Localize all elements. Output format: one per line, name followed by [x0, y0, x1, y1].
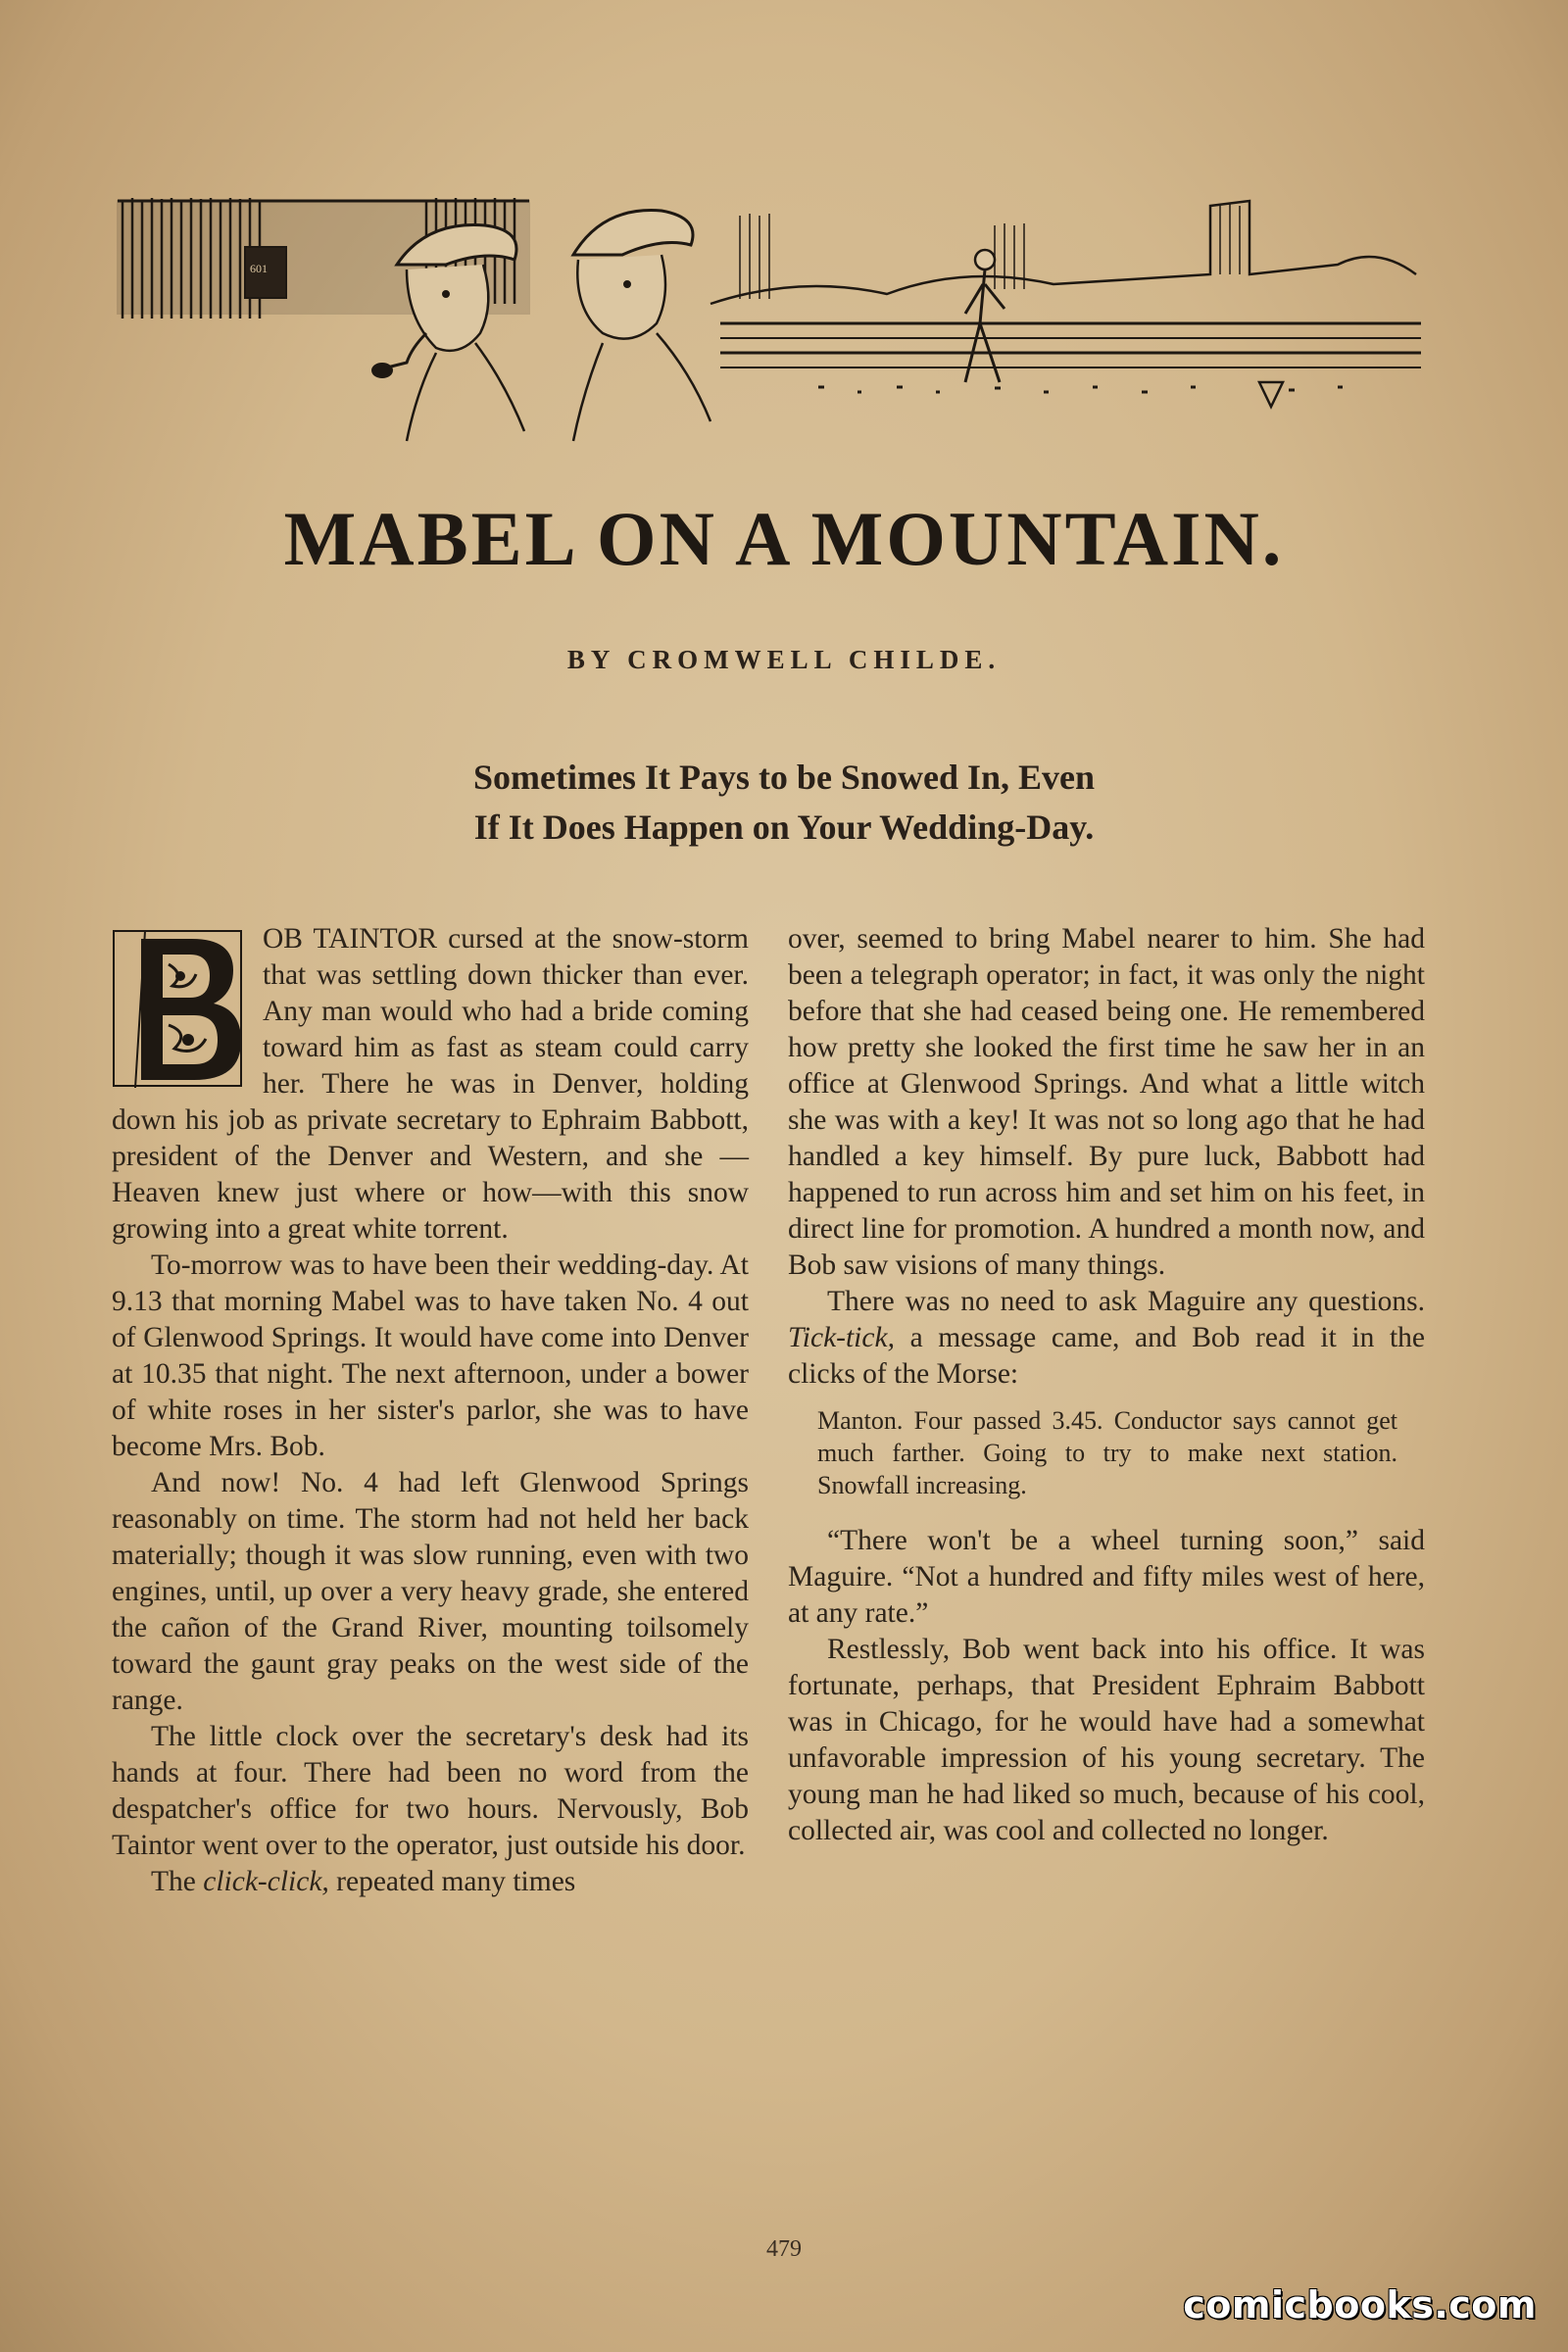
subtitle-line-2: If It Does Happen on Your Wedding-Day.	[473, 808, 1095, 847]
header-sign-text: 601	[250, 262, 268, 275]
page-number: 479	[766, 2236, 802, 2262]
paragraph: “There won't be a wheel turning soon,” said Maguire. “Not a hundred and fifty miles west of here, at any rate.”	[788, 1525, 1425, 1629]
paragraph: And now! No. 4 had left Glenwood Springs reasonably on time. The storm had not held her back materially; though it was slow running, even with two engines, until, up over a very heavy grade, she entered the cañon of the Grand River, mounting toilsomely toward the gaunt gray peaks on the west side of the range.	[112, 1467, 749, 1716]
left-column	[112, 921, 749, 1900]
paragraph	[112, 1864, 749, 1900]
italic-text: click-click,	[203, 1866, 329, 1897]
paragraph	[112, 921, 749, 1248]
paragraph: To-morrow was to have been their wedding-day. At 9.13 that morning Mabel was to have taken No. 4 out of Glenwood Springs. It would have come into Denver at 10.35 that night. The next afternoon, under a bower of white roses in her sister's parlor, she was to have become Mrs. Bob.	[112, 1250, 749, 1462]
paragraph-text: The	[151, 1866, 204, 1897]
paragraph: The little clock over the secretary's desk had its hands at four. There had been no word from the despatcher's office for two hours. Nervously, Bob Taintor went over to the operator, just outside his door.	[112, 1721, 749, 1861]
paragraph-text: There was no need to ask Maguire any questions.	[827, 1286, 1425, 1317]
paragraph: Restlessly, Bob went back into his office. It was fortunate, perhaps, that President Ephraim Babbott was in Chicago, for he would have had a somewhat unfavorable impression of his young secretary. The young man he had liked so much, because of his cool, collected air, was cool and collected no longer.	[788, 1634, 1425, 1846]
watermark-logo: comicbooks.com	[1183, 2283, 1537, 2327]
dropcap-letter-text: B	[112, 925, 113, 926]
subtitle-line-1: Sometimes It Pays to be Snowed In, Even	[472, 758, 1096, 797]
telegram-message: Manton. Four passed 3.45. Conductor says cannot get much farther. Going to try to make next station. Snowfall increasing.	[817, 1406, 1397, 1499]
paragraph-text: a message came, and Bob read it in the clicks of the Morse:	[788, 1322, 1425, 1390]
article-subtitle	[0, 753, 1568, 853]
paragraph-text: repeated many times	[328, 1866, 576, 1897]
article-byline: BY CROMWELL CHILDE.	[566, 645, 1002, 674]
paragraph	[788, 1284, 1425, 1393]
italic-text: Tick-tick,	[788, 1322, 895, 1353]
right-column	[788, 921, 1425, 1849]
ornate-dropcap-letter	[112, 925, 249, 1090]
header-illustration	[113, 186, 1426, 451]
opening-paragraph-text: OB TAINTOR cursed at the snow-storm that was settling down thicker than ever. Any man would who had a bride coming toward him as fast as steam could carry her. There he was in Denver, holding down his job as private secretary to Ephraim Babbott, president of the Denver and Western, and she — Heaven knew just where or how—with this snow growing into a great white torrent.	[112, 923, 749, 1245]
article-title: MABEL ON A MOUNTAIN.	[283, 496, 1285, 581]
paragraph: over, seemed to bring Mabel nearer to him. She had been a telegraph operator; in fact, it was only the night before that she had ceased being one. He remembered how pretty she looked the first time he saw her in an office at Glenwood Springs. And what a little witch she was with a key! It was not so long ago that he had handled a key himself. By pure luck, Babbott had happened to run across him and set him on his feet, in direct line for promotion. A hundred a month now, and Bob saw visions of many things.	[788, 923, 1425, 1281]
